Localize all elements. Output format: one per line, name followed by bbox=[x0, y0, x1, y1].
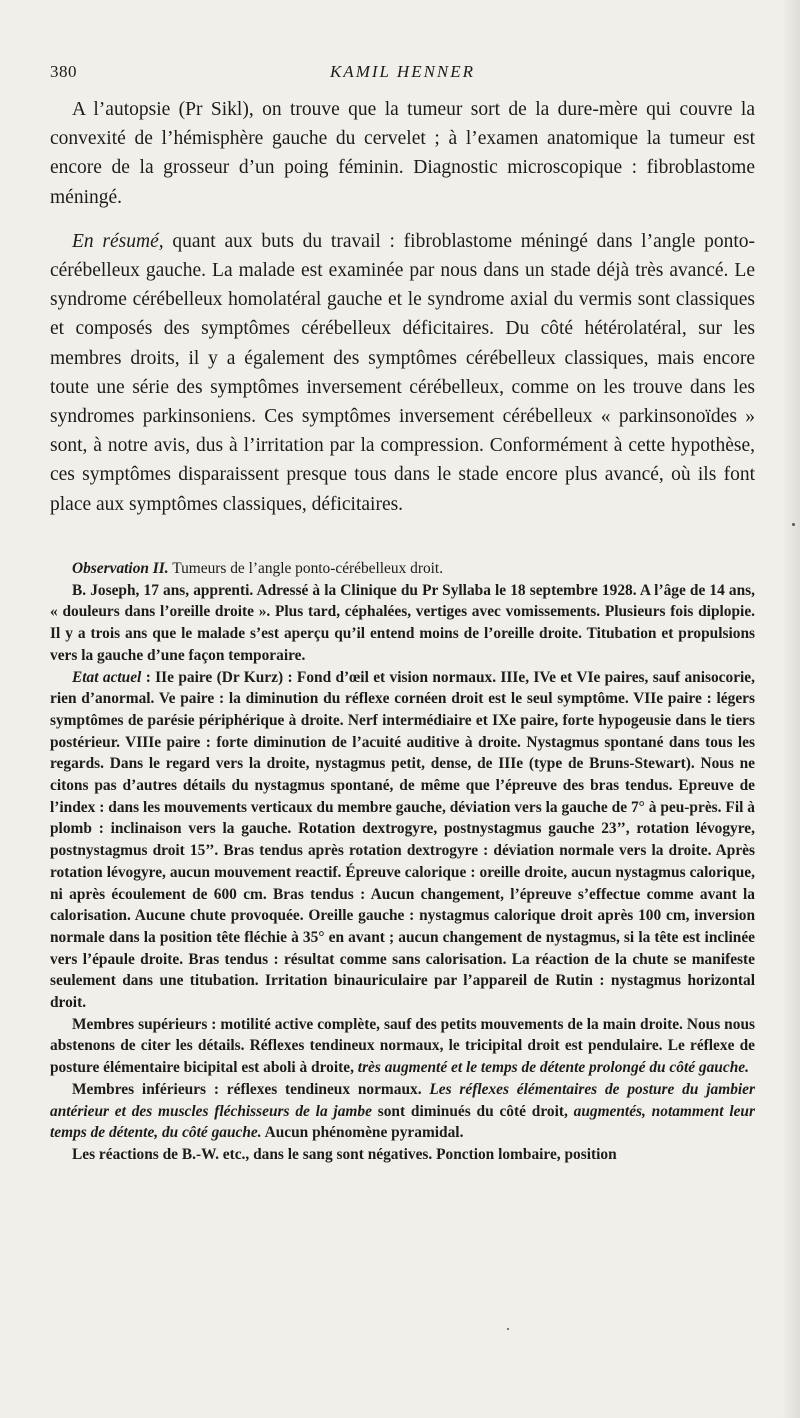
summary-text: quant aux buts du travail : fibroblastome méningé dans l’angle ponto-cérébelleux gauche. La malade est examinée par nous dans un stade déjà très avancé. Le syndrome cérébelleux homolatéral gauche et le syndrome axial du vermis sont classiques et composés des symptômes cérébelleux déficitaires. Du côté hétérolatéral, sur les membres droits, il y a également des symptômes cérébelleux classiques, mais encore toute une série des symptômes inversement cérébelleux, comme on les trouve dans les syndromes parkinsoniens. Ces symptômes inversement cérébelleux « parkinsonoïdes » sont, à notre avis, dus à l’irritation par la compression. Conformément à cette hypothèse, ces symptômes disparaissent presque tous dans le stade encore plus avancé, où ils font place aux symptômes classiques, déficitaires. bbox=[50, 230, 755, 515]
upper-limbs-text: Membres supérieurs : motilité active complète, sauf des petits mouvements de la main droite. Nous nous abstenons de citer les détails. Réflexes tendineux normaux, le tricipital droit est pendulaire. Le réflexe de posture élémentaire bicipital est aboli à droite, bbox=[50, 1015, 755, 1077]
patient-history-paragraph: B. Joseph, 17 ans, apprenti. Adressé à la Clinique du Pr Syllaba le 18 septembre 1928. A l’âge de 14 ans, « douleurs dans l’oreille droite ». Plus tard, céphalées, vertiges avec vomissements. Plusieurs fois diplopie. Il y a trois ans que le malade s’est aperçu qu’il entend moins de l’oreille droite. Titubation et propulsions vers la gauche d’une façon temporaire. bbox=[50, 581, 755, 664]
current-state-text: : IIe paire (Dr Kurz) : Fond d’œil et vision normaux. IIIe, IVe et VIe paires, sauf anisocorie, rien d’anormal. Ve paire : la diminution du réflexe cornéen droit est le seul symptôme. VIIe paire : légers symptômes de parésie périphérique à droite. Nerf intermédiaire et IXe paire, forte hypogeusie dans le tiers postérieur. VIIIe paire : forte diminution de l’acuité auditive à droite. Nystagmus spontané dans tous les regards. Dans le regard vers la droite, nystagmus petit, dense, de IIIe (type de Bruns-Stewart). Nous ne citons pas d’autres détails du nystagmus spontané, de même que l’épreuve des bras tendus. Epreuve de l’index : dans les mouvements verticaux du membre gauche, déviation vers la gauche de 7° à peu-près. Fil à plomb : inclinaison vers la gauche. Rotation dextrogyre, postnystagmus gauche 23’’, rotation lévogyre, postnystagmus droit 15’’. Bras tendus après rotation dextrogyre : déviation normale vers la droite. Après rotation lévogyre, aucun mouvement reactif. Épreuve calorique : oreille droite, aucun nystagmus calorique, ni après écoulement de 600 cm. Bras tendus : Aucun changement, l’épreuve s’effectue comme avant la calorisation. Aucune chute provoquée. Oreille gauche : nystagmus calorique droit après 100 cm, inversion normale dans la position tête fléchie à 35° en avant ; aucun changement de nystagmus, si la tête est inclinée vers l’épaule droite. Bras tendus : résultat comme sans calorisation. La réaction de la chute se manifeste seulement dans une titubation. Irritation binauriculaire par l’appareil de Rutin : nystagmus horizontal droit. bbox=[50, 668, 755, 1012]
lower-limbs-text-a: Membres inférieurs : réflexes tendineux normaux. bbox=[72, 1080, 430, 1098]
print-speck bbox=[792, 523, 795, 526]
lower-limbs-paragraph bbox=[50, 1079, 755, 1144]
observation-section bbox=[50, 558, 755, 1166]
print-speck bbox=[507, 1328, 509, 1330]
observation-title-text: Tumeurs de l’angle ponto-cérébelleux droit. bbox=[168, 560, 444, 577]
running-head: KAMIL HENNER bbox=[329, 62, 476, 81]
autopsy-paragraph: A l’autopsie (Pr Sikl), on trouve que la tumeur sort de la dure-mère qui couvre la convexité de l’hémisphère gauche du cervelet ; à l’examen anatomique la tumeur est encore de la grosseur d’un poing féminin. Diagnostic microscopique : fibroblastome méningé. bbox=[50, 99, 755, 208]
blood-reactions-paragraph: Les réactions de B.-W. etc., dans le sang sont négatives. Ponction lombaire, position bbox=[72, 1145, 617, 1163]
summary-lead: En résumé, bbox=[72, 230, 164, 252]
page-number: 380 bbox=[50, 62, 77, 81]
lower-limbs-text-b: sont diminués du côté droit, bbox=[371, 1102, 574, 1120]
observation-title bbox=[50, 558, 755, 580]
lower-limbs-italic-2: augmentés, notamment leur temps de détente, du côté gauche. bbox=[50, 1102, 755, 1142]
lower-limbs-text-c: Aucun phénomène pyramidal. bbox=[261, 1124, 464, 1142]
current-state-lead: Etat actuel bbox=[72, 668, 142, 686]
page-edge-shadow bbox=[782, 0, 800, 1418]
upper-limbs-paragraph bbox=[50, 1014, 755, 1079]
current-state-paragraph bbox=[50, 667, 755, 1014]
observation-title-lead: Observation II. bbox=[72, 560, 169, 577]
main-text bbox=[50, 95, 755, 519]
page-header bbox=[50, 62, 755, 86]
summary-paragraph bbox=[50, 227, 755, 519]
upper-limbs-italic: très augmenté et le temps de détente prolongé du côté gauche. bbox=[357, 1059, 749, 1077]
lower-limbs-italic-1: Les réflexes élémentaires de posture du jambier antérieur et des muscles fléchisseurs de la jambe bbox=[50, 1080, 755, 1120]
